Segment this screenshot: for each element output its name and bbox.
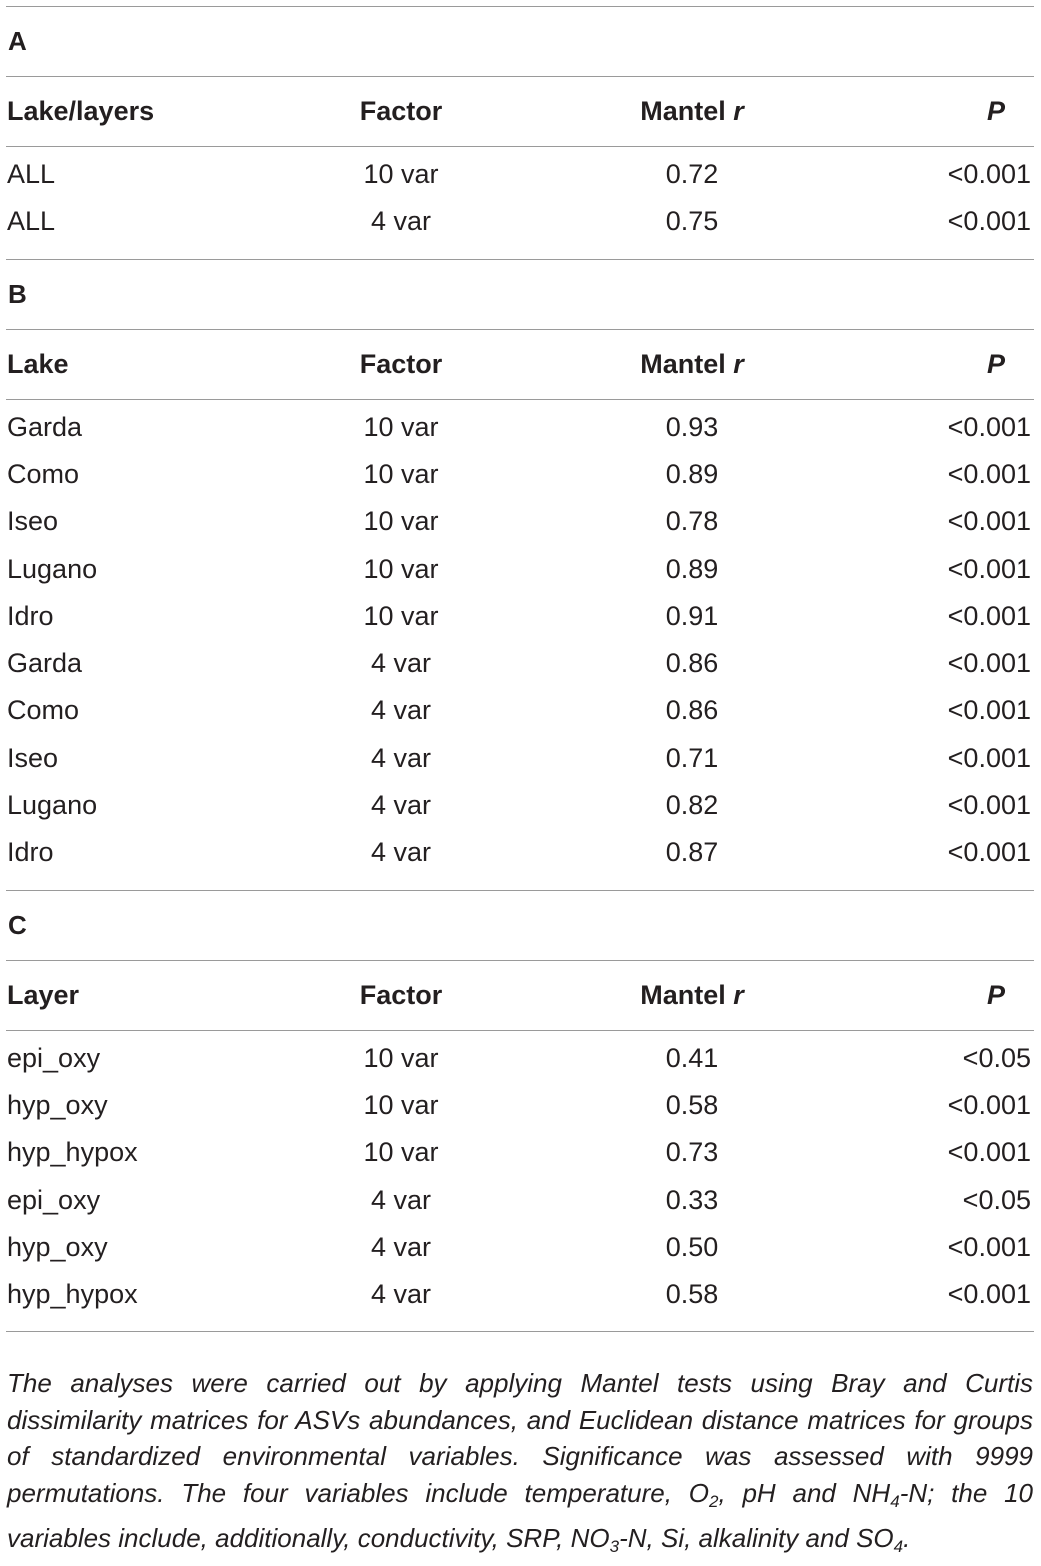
footnote-text-5: .: [903, 1523, 911, 1553]
table-row: [0, 1129, 1041, 1176]
column-header-factor: Factor: [359, 979, 443, 1010]
cell-factor: 10 var: [363, 458, 439, 489]
cell-p-value: <0.001: [947, 411, 1031, 442]
section-label: A: [8, 26, 27, 56]
table-row: [0, 451, 1041, 498]
cell-name: ALL: [7, 206, 56, 237]
cell-p-value: <0.001: [947, 206, 1031, 237]
cell-mantel-r: 0.87: [665, 837, 719, 868]
table-row: [0, 546, 1041, 593]
table-row: [0, 151, 1041, 198]
cell-mantel-r: 0.86: [665, 648, 719, 679]
mantel-label: Mantel: [640, 96, 734, 126]
column-header-name: Lake/layers: [7, 96, 155, 126]
cell-mantel-r: 0.72: [665, 159, 719, 189]
cell-p-value: <0.001: [947, 553, 1031, 584]
cell-name: hyp_oxy: [7, 1089, 108, 1120]
cell-name: Garda: [7, 411, 83, 442]
column-header-name: Lake: [7, 348, 69, 379]
cell-factor: 4 var: [370, 1231, 432, 1262]
table-row: [0, 735, 1041, 782]
cell-p-value: <0.001: [947, 1231, 1031, 1262]
cell-mantel-r: 0.33: [665, 1184, 719, 1215]
column-header-name: Layer: [7, 979, 80, 1010]
cell-mantel-r: 0.93: [665, 411, 719, 442]
column-header-factor: Factor: [359, 96, 443, 126]
cell-factor: 10 var: [363, 411, 439, 442]
table-row: [0, 498, 1041, 545]
mantel-r-symbol: r: [733, 979, 744, 1010]
cell-name: Idro: [7, 600, 54, 631]
cell-factor: 10 var: [363, 600, 439, 631]
cell-name: hyp_hypox: [7, 1137, 138, 1168]
cell-p-value: <0.001: [947, 695, 1031, 726]
mantel-label: Mantel: [640, 348, 734, 379]
column-header-p: P: [986, 979, 1005, 1010]
table-row: [0, 1177, 1041, 1224]
table-row: [0, 1082, 1041, 1129]
cell-name: hyp_oxy: [7, 1231, 108, 1262]
mantel-label: Mantel: [640, 979, 734, 1010]
table-row: [0, 829, 1041, 876]
column-header-mantel-r: [592, 76, 792, 146]
cell-mantel-r: 0.82: [665, 790, 719, 820]
cell-factor: 4 var: [370, 206, 432, 237]
table-row: [0, 640, 1041, 687]
cell-p-value: <0.05: [962, 1184, 1031, 1215]
footnote-text-1: The analyses were carried out by applying Mantel tests using Bray and Curtis dissimilarity matrices for ASVs abundances, and Euclidean distance matrices for groups of standardized environmental variables. Significance was assessed with 9999 permutations. The four variables include temperature, O: [7, 1368, 1033, 1508]
cell-p-value: <0.001: [947, 506, 1031, 537]
section-end-rule: [6, 259, 1034, 260]
cell-factor: 4 var: [370, 1279, 432, 1310]
cell-factor: 4 var: [370, 837, 432, 868]
cell-mantel-r: 0.71: [665, 742, 719, 773]
mantel-r-symbol: r: [733, 96, 744, 126]
cell-factor: 10 var: [363, 1042, 439, 1073]
cell-mantel-r: 0.58: [665, 1279, 719, 1310]
cell-name: Como: [7, 695, 80, 726]
cell-name: epi_oxy: [7, 1184, 101, 1215]
cell-factor: 10 var: [363, 1137, 439, 1168]
cell-factor: 4 var: [370, 695, 432, 726]
table-row: [0, 1271, 1041, 1318]
cell-factor: 4 var: [370, 648, 432, 679]
cell-name: epi_oxy: [7, 1042, 101, 1073]
mantel-r-symbol: r: [733, 348, 744, 379]
table-header-row: [0, 329, 1041, 399]
cell-factor: 10 var: [363, 553, 439, 584]
cell-name: Lugano: [7, 553, 98, 584]
cell-name: Iseo: [7, 742, 59, 773]
cell-name: hyp_hypox: [7, 1279, 138, 1310]
section-label: B: [8, 278, 27, 309]
footnote-subscript: 4: [893, 1537, 904, 1556]
header-rule: [6, 146, 1034, 147]
cell-name: Lugano: [7, 790, 98, 820]
table-footnote: [7, 1365, 1033, 1566]
footnote-text-4: -N, Si, alkalinity and SO: [619, 1523, 894, 1553]
cell-factor: 4 var: [370, 1184, 432, 1215]
cell-mantel-r: 0.75: [665, 206, 719, 237]
cell-p-value: <0.001: [947, 837, 1031, 868]
cell-name: Iseo: [7, 506, 59, 537]
table-row: [0, 1224, 1041, 1271]
cell-name: Garda: [7, 648, 83, 679]
cell-mantel-r: 0.50: [665, 1231, 719, 1262]
cell-p-value: <0.001: [947, 742, 1031, 773]
table-row: [0, 687, 1041, 734]
footnote-text-3: -N; the 10 variables include, additionally, conductivity, SRP, NO: [7, 1477, 1033, 1553]
table-row: [0, 593, 1041, 640]
cell-p-value: <0.001: [947, 790, 1031, 820]
footnote-text-2: , pH and NH: [718, 1477, 891, 1508]
section-end-rule: [6, 1331, 1034, 1332]
cell-factor: 10 var: [363, 1089, 439, 1120]
cell-p-value: <0.001: [947, 458, 1031, 489]
header-rule: [6, 399, 1034, 400]
table-row: [0, 1035, 1041, 1082]
table-row: [0, 404, 1041, 451]
top-rule: [6, 6, 1034, 7]
cell-mantel-r: 0.78: [665, 506, 719, 537]
cell-name: Como: [7, 458, 80, 489]
cell-mantel-r: 0.58: [665, 1089, 719, 1120]
table-row: [0, 198, 1041, 245]
table-header-row: [0, 960, 1041, 1030]
header-rule: [6, 1030, 1034, 1031]
footnote-subscript: 3: [609, 1537, 620, 1556]
cell-p-value: <0.001: [947, 648, 1031, 679]
cell-p-value: <0.001: [947, 1137, 1031, 1168]
table-row: [0, 782, 1041, 829]
cell-name: Idro: [7, 837, 54, 868]
section-label: C: [8, 909, 27, 940]
cell-mantel-r: 0.41: [665, 1042, 719, 1073]
cell-factor: 10 var: [363, 506, 439, 537]
cell-p-value: <0.001: [947, 600, 1031, 631]
cell-p-value: <0.001: [947, 159, 1031, 189]
cell-mantel-r: 0.73: [665, 1137, 719, 1168]
column-header-mantel-r: [592, 329, 792, 399]
cell-mantel-r: 0.91: [665, 600, 719, 631]
cell-mantel-r: 0.86: [665, 695, 719, 726]
footnote-subscript: 2: [708, 1491, 719, 1511]
cell-factor: 4 var: [370, 790, 432, 820]
column-header-p: P: [986, 348, 1005, 379]
cell-p-value: <0.05: [962, 1042, 1031, 1073]
cell-p-value: <0.001: [947, 1279, 1031, 1310]
cell-factor: 4 var: [370, 742, 432, 773]
column-header-mantel-r: [592, 960, 792, 1030]
table-header-row: [0, 76, 1041, 146]
cell-name: ALL: [7, 159, 56, 189]
footnote-subscript: 4: [890, 1491, 900, 1511]
cell-mantel-r: 0.89: [665, 458, 719, 489]
column-header-p: P: [986, 96, 1005, 126]
section-end-rule: [6, 890, 1034, 891]
cell-p-value: <0.001: [947, 1089, 1031, 1120]
cell-factor: 10 var: [363, 159, 439, 189]
column-header-factor: Factor: [359, 348, 443, 379]
cell-mantel-r: 0.89: [665, 553, 719, 584]
